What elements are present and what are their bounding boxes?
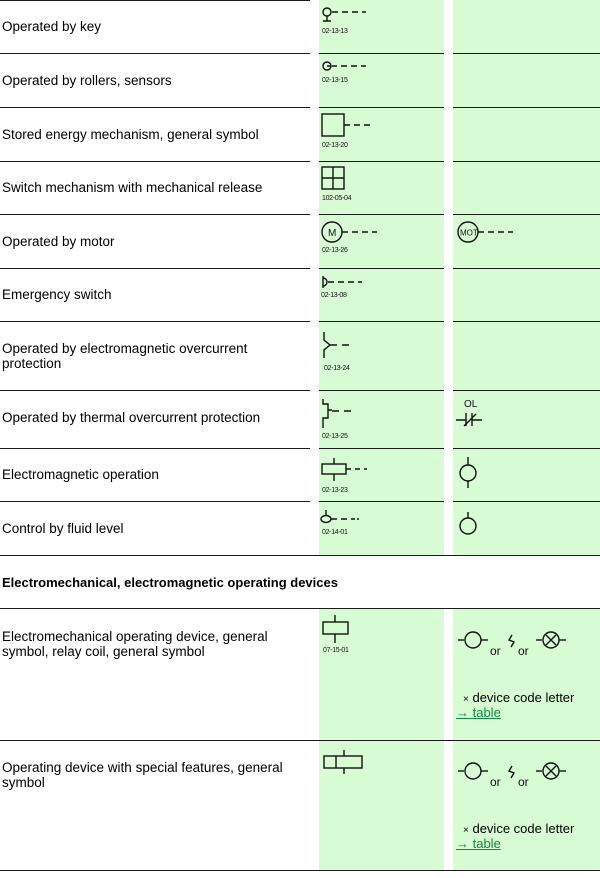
symbol-code: 102-05-04 bbox=[322, 195, 352, 202]
ol-letters: OL bbox=[464, 399, 478, 410]
cell-divider bbox=[319, 390, 444, 391]
motor-letter: M bbox=[328, 228, 337, 239]
motor-operated-symbol bbox=[320, 220, 382, 246]
cell-divider bbox=[453, 448, 600, 449]
cell-divider bbox=[453, 390, 600, 391]
electromagnetic-overcurrent-symbol bbox=[320, 330, 360, 362]
device-code-note bbox=[463, 690, 574, 705]
section-heading: Electromechanical, electromagnetic operating devices bbox=[2, 575, 338, 590]
row-label: Operating device with special features, general symbol bbox=[2, 760, 283, 790]
mot-letters: MOT bbox=[460, 228, 478, 238]
key-operated-symbol bbox=[320, 6, 380, 28]
or-text: or bbox=[490, 775, 501, 789]
stored-energy-symbol bbox=[320, 112, 380, 142]
cell-divider bbox=[453, 268, 600, 269]
roller-operated-symbol bbox=[320, 60, 380, 74]
note-text: device code letter bbox=[472, 690, 575, 705]
mechanical-release-symbol bbox=[320, 165, 360, 195]
row-label: Operated by rollers, sensors bbox=[2, 73, 172, 88]
row-divider bbox=[0, 870, 600, 871]
row-divider bbox=[0, 214, 310, 215]
row-divider bbox=[0, 53, 310, 54]
symbol-code: 02-13-15 bbox=[322, 77, 348, 84]
note-text: device code letter bbox=[472, 821, 575, 836]
symbol-code: 02-13-26 bbox=[322, 247, 348, 254]
cell-divider bbox=[453, 107, 600, 108]
cell-divider bbox=[453, 501, 600, 502]
row-divider bbox=[0, 321, 310, 322]
thermal-overcurrent-symbol bbox=[320, 396, 360, 432]
device-code-note bbox=[463, 821, 574, 836]
symbol-code: 02-13-24 bbox=[324, 365, 350, 372]
symbol-code: 02-13-23 bbox=[322, 487, 348, 494]
row-divider bbox=[0, 740, 600, 741]
row-label: Operated by electromagnetic overcurrent protection bbox=[2, 341, 248, 371]
cell-divider bbox=[319, 268, 444, 269]
symbol-code: 02-13-08 bbox=[321, 292, 347, 299]
row-label: Control by fluid level bbox=[2, 521, 124, 536]
row-divider bbox=[0, 0, 310, 1]
symbol-code: 02-14-01 bbox=[322, 529, 348, 536]
row-label: Operated by key bbox=[2, 19, 102, 34]
cell-divider bbox=[319, 321, 444, 322]
cell-divider bbox=[453, 53, 600, 54]
table-link[interactable]: → table bbox=[456, 836, 501, 851]
electromagnetic-operation-symbol bbox=[320, 456, 370, 488]
fluid-level-alt-symbol bbox=[456, 510, 486, 540]
row-divider bbox=[0, 107, 310, 108]
coil-variants-symbol bbox=[456, 756, 576, 792]
multiply-icon: × bbox=[463, 825, 469, 836]
special-operating-device-symbol bbox=[320, 748, 370, 778]
or-text: or bbox=[490, 644, 501, 658]
fluid-level-symbol bbox=[320, 508, 365, 530]
row-divider bbox=[0, 268, 310, 269]
row-divider bbox=[0, 161, 310, 162]
row-divider bbox=[0, 501, 310, 502]
symbol-code: 02-13-20 bbox=[322, 142, 348, 149]
thermal-ol-symbol bbox=[454, 396, 494, 432]
or-text: or bbox=[518, 775, 529, 789]
row-label: Stored energy mechanism, general symbol bbox=[2, 127, 259, 142]
row-divider bbox=[0, 390, 310, 391]
cell-divider bbox=[319, 161, 444, 162]
row-divider bbox=[0, 555, 600, 556]
cell-divider bbox=[319, 53, 444, 54]
symbol-code: 02-13-13 bbox=[322, 28, 348, 35]
table-link[interactable]: → table bbox=[456, 705, 501, 720]
electromagnetic-alt-symbol bbox=[456, 455, 486, 491]
row-label: Electromagnetic operation bbox=[2, 467, 159, 482]
row-label: Switch mechanism with mechanical release bbox=[2, 180, 263, 195]
multiply-icon: × bbox=[463, 694, 469, 705]
symbol-code: 07-15-01 bbox=[323, 647, 349, 654]
cell-divider bbox=[453, 321, 600, 322]
row-label: Operated by motor bbox=[2, 234, 115, 249]
cell-divider bbox=[319, 501, 444, 502]
row-label: Electromechanical operating device, general symbol, relay coil, general symbol bbox=[2, 629, 268, 659]
cell-divider bbox=[319, 107, 444, 108]
row-divider bbox=[0, 608, 600, 609]
cell-divider bbox=[453, 161, 600, 162]
cell-divider bbox=[319, 214, 444, 215]
row-divider bbox=[0, 448, 310, 449]
coil-variants-symbol bbox=[456, 625, 576, 661]
row-label: Operated by thermal overcurrent protection bbox=[2, 410, 261, 425]
cell-divider bbox=[453, 214, 600, 215]
symbol-code: 02-13-25 bbox=[322, 433, 348, 440]
emergency-switch-symbol bbox=[320, 274, 370, 290]
motor-mot-symbol bbox=[456, 220, 516, 246]
cell-divider bbox=[319, 448, 444, 449]
row-label: Emergency switch bbox=[2, 287, 112, 302]
or-text: or bbox=[518, 644, 529, 658]
relay-coil-symbol bbox=[320, 613, 360, 649]
